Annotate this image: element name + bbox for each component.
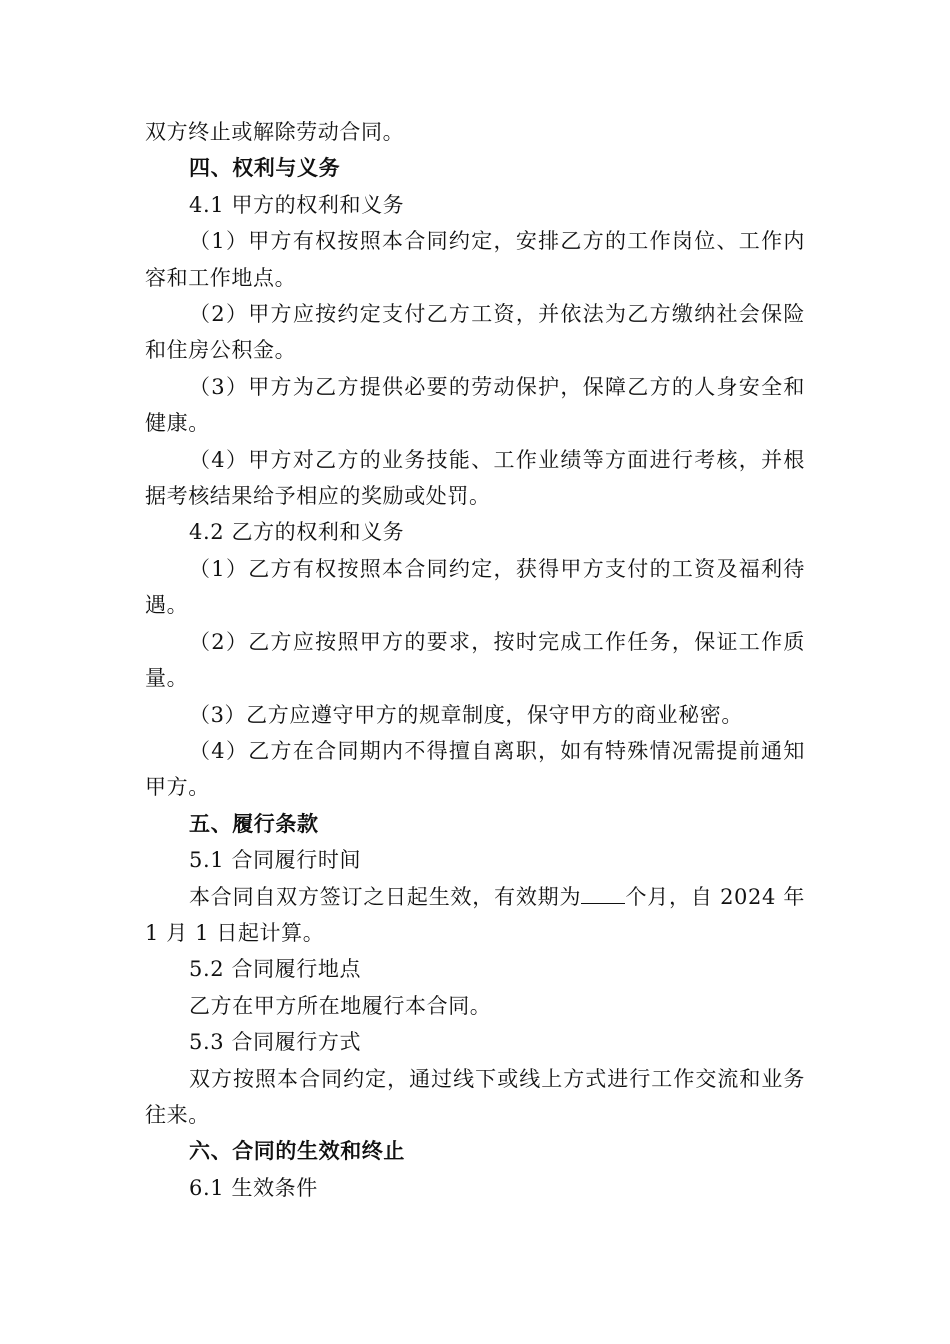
fill-in-blank [581, 885, 625, 904]
subsection-title: 5.1 合同履行时间 [189, 848, 362, 873]
paragraph-with-blank [145, 879, 805, 952]
paragraph: （3）乙方应遵守甲方的规章制度，保守甲方的商业秘密。 [189, 702, 743, 727]
paragraph: 乙方在甲方所在地履行本合同。 [189, 993, 492, 1018]
subsection-title: 5.3 合同履行方式 [189, 1030, 362, 1055]
paragraph: （1）甲方有权按照本合同约定，安排乙方的工作岗位、工作内容和工作地点。 [145, 229, 805, 290]
paragraph: （2）甲方应按约定支付乙方工资，并依法为乙方缴纳社会保险和住房公积金。 [145, 302, 805, 363]
paragraph: 双方按照本合同约定，通过线下或线上方式进行工作交流和业务往来。 [145, 1066, 805, 1127]
paragraph: （2）乙方应按照甲方的要求，按时完成工作任务，保证工作质量。 [145, 629, 805, 691]
paragraph: （3）甲方为乙方提供必要的劳动保护，保障乙方的人身安全和健康。 [145, 374, 805, 436]
paragraph-text-after-blank: 个月，自 2024 年 1 月 1 日起计算。 [145, 884, 805, 945]
section-heading: 五、履行条款 [189, 811, 319, 836]
section-heading: 六、合同的生效和终止 [189, 1139, 405, 1164]
subsection-title: 4.2 乙方的权利和义务 [189, 520, 405, 545]
paragraph: （1）乙方有权按照本合同约定，获得甲方支付的工资及福利待遇。 [145, 556, 805, 618]
paragraph: （4）乙方在合同期内不得擅自离职，如有特殊情况需提前通知甲方。 [145, 738, 805, 800]
document-body [145, 114, 805, 1206]
paragraph-text-before-blank: 本合同自双方签订之日起生效，有效期为 [189, 884, 582, 909]
subsection-title: 6.1 生效条件 [189, 1175, 318, 1200]
paragraph: 双方终止或解除劳动合同。 [145, 120, 405, 144]
subsection-title: 5.2 合同履行地点 [189, 957, 362, 982]
paragraph: （4）甲方对乙方的业务技能、工作业绩等方面进行考核，并根据考核结果给予相应的奖励或处罚。 [145, 447, 805, 509]
section-heading: 四、权利与义务 [189, 156, 341, 181]
subsection-title: 4.1 甲方的权利和义务 [189, 192, 405, 217]
